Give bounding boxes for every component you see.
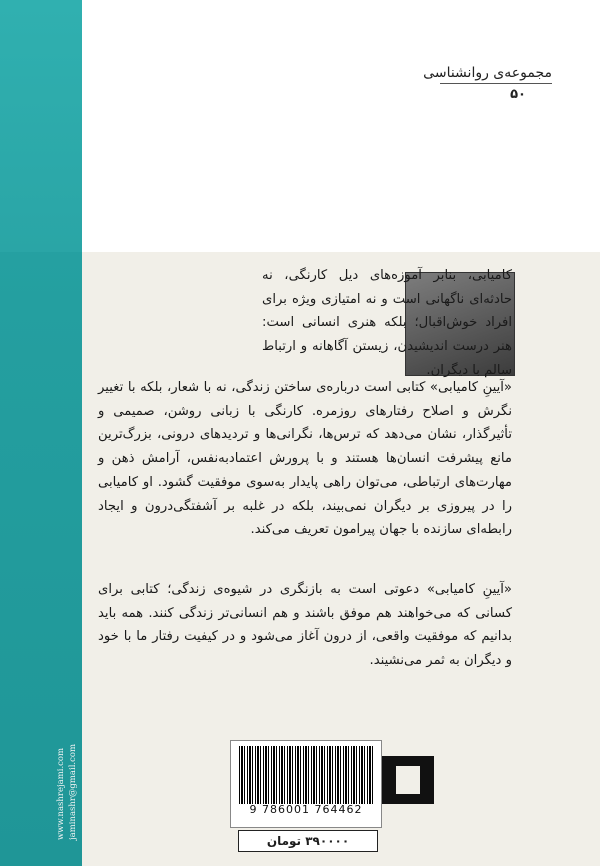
website-text: www.nashrejami.com (56, 747, 66, 840)
publisher-contact (56, 690, 78, 840)
publisher-logo-icon (382, 756, 434, 804)
series-number: ۵۰ (510, 87, 526, 102)
series-divider (440, 83, 552, 84)
isbn: 9 786001 764462 (249, 803, 363, 816)
paragraph-1: کامیابی، بنابر آموزه‌های دیل کارنگی، نه حادثه‌ای ناگهانی است و نه امتیازی ویژه برای افراد خوش‌اقبال؛ بلکه هنری انسانی است: هنر درست اندیشیدن، زیستن آگاهانه و ارتباط سالم با دیگران. (262, 268, 512, 378)
teal-top-accent (0, 0, 82, 252)
series-title: مجموعه‌ی روانشناسی (423, 65, 552, 81)
price-box: ۳۹۰۰۰۰ تومان (238, 830, 378, 852)
paragraph-2: «آیینِ کامیابی» کتابی است درباره‌ی ساختن زندگی، نه با شعار، بلکه با تغییر نگرش و اصلاح رفتارهای روزمره. کارنگی با زبانی روشن، صمیمی و تأثیرگذار، نشان می‌دهد که ترس‌ها، نگرانی‌ها و تردیدهای درونی، بزرگ‌ترین مانع پیشرفت انسان‌ها هستند و با پرورش اعتمادبه‌نفس، آرامش ذهن و مهارت‌های ارتباطی، می‌توان راهی پایدار به‌سوی موفقیت گشود. او کامیابی را در پیروزی بر دیگران نمی‌بیند، بلکه در غلبه بر آشفتگی‌درون و ایجاد رابطه‌ای سازنده با جهان پیرامون تعریف می‌کند. (98, 380, 512, 538)
barcode (239, 746, 373, 804)
series-block (423, 62, 552, 106)
email-text: jaminashr@gmail.com (68, 743, 78, 840)
top-white-panel (82, 0, 600, 252)
paragraph-3: «آیینِ کامیابی» دعوتی است به بازنگری در شیوه‌ی زندگی؛ کتابی برای کسانی که می‌خواهند هم موفق باشند و هم انسانی‌تر زندگی کنند. همه باید بدانیم که موفقیت واقعی، از درون آغاز می‌شود و در کیفیت رفتار ما با خود و دیگران به ثمر می‌نشیند. (98, 582, 512, 669)
barcode-box (230, 740, 382, 828)
